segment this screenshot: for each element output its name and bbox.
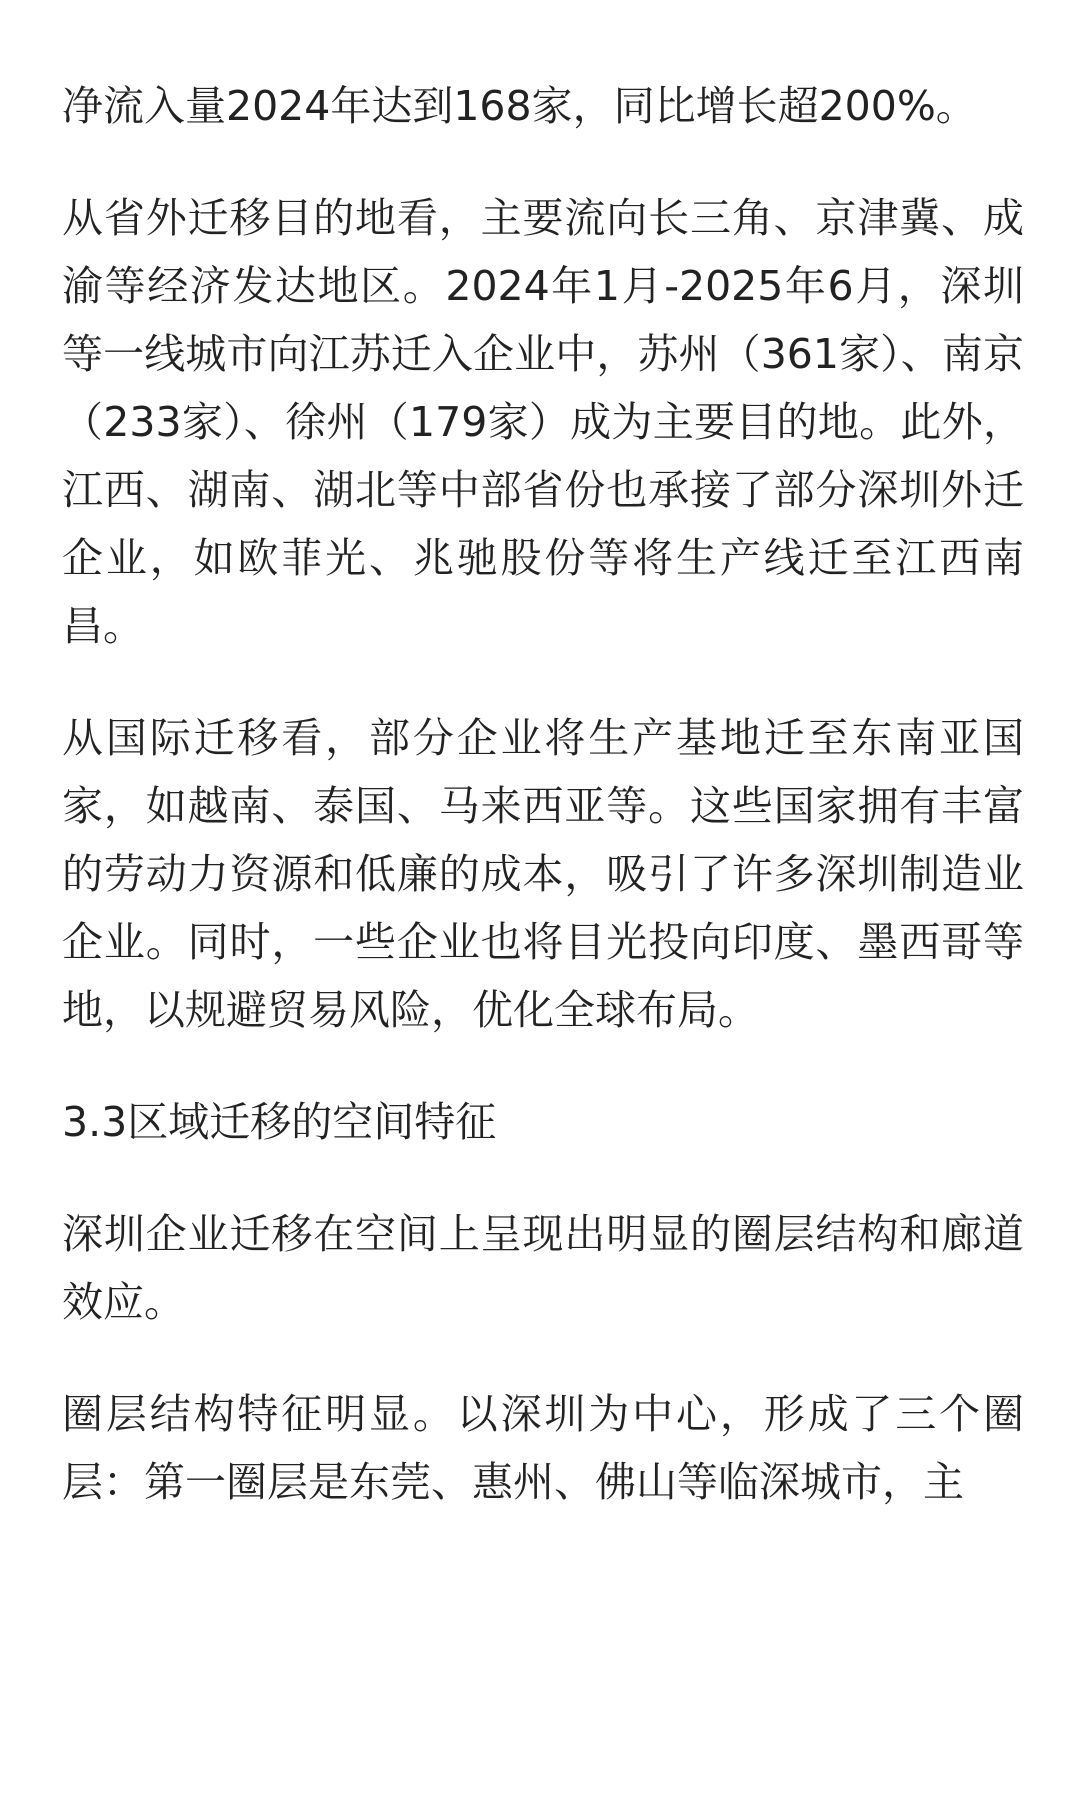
paragraph-spatial-overview: 深圳企业迁移在空间上呈现出明显的圈层结构和廊道效应。 <box>62 1210 1024 1326</box>
paragraph-net-inflow: 净流入量2024年达到168家，同比增长超200%。 <box>62 82 977 130</box>
section-heading: 3.3区域迁移的空间特征 <box>62 1098 497 1146</box>
paragraph-domestic-destinations: 从省外迁移目的地看，主要流向长三角、京津冀、成渝等经济发达地区。2024年1月-2025年6月，深圳等一线城市向江苏迁入企业中，苏州（361家）、南京（233家）、徐州（179家）成为主要目的地。此外，江西、湖南、湖北等中部省份也承接了部分深圳外迁企业，如欧菲光、兆驰股份等将生产线迁至江西南昌。 <box>62 194 1024 650</box>
paragraph-international-migration: 从国际迁移看，部分企业将生产基地迁至东南亚国家，如越南、泰国、马来西亚等。这些国家拥有丰富的劳动力资源和低廉的成本，吸引了许多深圳制造业企业。同时，一些企业也将目光投向印度、墨西哥等地，以规避贸易风险，优化全球布局。 <box>62 714 1024 1034</box>
article-body <box>62 72 1024 1560</box>
paragraph-ring-structure: 圈层结构特征明显。以深圳为中心，形成了三个圈层：第一圈层是东莞、惠州、佛山等临深城市，主 <box>62 1390 1024 1506</box>
